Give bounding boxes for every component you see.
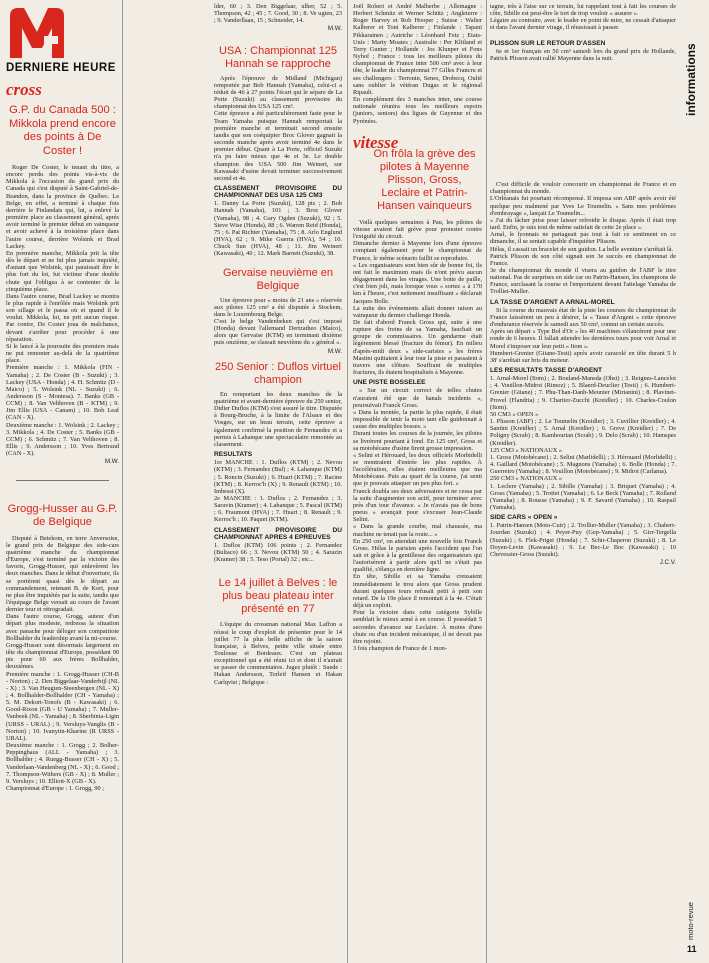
byline: M.W. — [327, 347, 342, 355]
byline: M.W. — [104, 458, 119, 466]
headline-grogg-husser: Grogg-Husser au G.P. de Belgique — [7, 502, 118, 528]
article-grogg-husser: Disputé à Betekom, en terre Anversoise, le grand prix de Belgique des side-cars quatrième manche du championnat d'Europe, s'est terminé par la victoire des favoris, Grogg-Husser, qui enlevèrent les deux manches. Dans le début d'ouverture, ils se portèrent quasi dès le départ au commandement, retenant B. de Kort, pour ne plus être inquiétés par la suite, tandis que l'équipage Belge versait au cours de l'avant dernier tour et rétrogradait. Dans l'autre course, Grogg, auteur d'un départ plus modeste, redressa la situation avec panache pour déloger son compatriote Bollhalder du leadership avant la mi-course. Grogg-Husser sont désormais largement en tête du championnat d'Europe, possédant 90 pts pour 60 aux frères Bollhalder, deuxièmes. Première manche : 1. Grogg-Husser (CH-B - Norton) ; 2. Den Biggelaar-Vanderbijl (NL - X) ; 3. Van Heugten-Steenbergen (NL - X) ; 4. Bollhalder-Bollhalder (CH - Yamaha) ; 5. M. Dekort-Tonofs (B - Kawasaki) ; 6. Good-Rixon (GB - U Yamaha) ; 7. Muller-Vanbeek (NL - Yamaha) ; 8. Sherbinia-Ligin (URSS - URAL) ; 9. Versluys-Vanglis (B - Norton) ; 10. Ivanytin-Kharine (R URSS - URAL). Deuxième manche : 1. Grogg ; 2. Bolher-Peppinghaus (ALL - Yamaha) ; 3. Bollhalder ; 4. Ruegg-Busser (CH - X) ; 5. Vanderlaan-Vandenberg (NL - X) ; 6. Good ; 7. Thompson-Withers (GB - X) ; 8. Muller ; 9. Versluys ; 10. Elliott-X (GB - X). Championnat d'Europe : 1. Grogg, 90 ; — [6, 534, 119, 793]
subheading: CLASSEMENT PROVISOIRE DU CHAMPIONNAT APRES 4 EPREUVES — [214, 526, 342, 541]
column-1 — [6, 104, 119, 956]
subheading: LA TASSE D'ARGENT A ARNAL-MOREL — [490, 298, 615, 306]
headline-mayenne: On frôla la grève des pilotes à Mayenne Plisson, Gross, Leclaire et Patrin-Hansen vainqueurs — [373, 147, 476, 212]
results-side-cars: 1. Patrin-Hansen (Moto-Cuir) ; 2. Trollier-Muller (Yamaha) ; 3. Chabert-Jourdan (Suzuki) ; 4. Peyer-Puy (Gep-Yamaha) ; 5. Girr-Tergella (Suzuki) ; 6. Flek-Priget (Honda) ; 7. Schir-Chaperon (Suzuki) ; 8. Le Doyen-Levin (Kawasaki) ; 9. Le Bec-Le Boc (Kawasaki) ; 10 Chevessier-Gross (Suzuki). — [490, 522, 676, 558]
results-250-senior: 1re MANCHE : 1. Duflos (KTM) ; 2. Nevou (KTM) ; 3. Fernandez (Bul) ; 4. Lahanque (KTM) ; 5. Roncin (Suzuki) ; 6. Huart (KTM) ; 7. Racine (KTM) ; 8. Kerroc'h (X) ; 9. Renault (KTM) ; 10. Imbessi (X). 2e MANCHE : 1. Duflos ; 2. Fernandez ; 3. Saravin (Kramer) ; 4. Lahanque ; 5. Pascal (KTM) ; 6. Fraumont (HVA) ; 7. Huart ; 8. Renault ; 9. Kerroc'h ; 10. Paquet (KTM). — [214, 459, 342, 524]
byline: M.W. — [327, 25, 342, 33]
column-rule — [347, 0, 348, 963]
column-4 — [490, 0, 676, 956]
column-3 — [353, 0, 482, 956]
byline: J.C.V. — [659, 559, 676, 567]
continued-results: lder, 60 ; 3. Den Biggelaar, ulher, 52 ; 5. Thompson, 42 ; 45 ; 7. Good, 30 ; 8. Ve ugten, 23 ; 9. Vanderllaan, 15 ; Schneider, 14. — [214, 3, 342, 25]
subheading: CLASSEMENT PROVISOIRE DU CHAMPIONNAT DES USA 125 CM3 — [214, 184, 342, 200]
article-tasse-argent: Si la course du mauvais état de la piste les courses du championnat de France laissèrent un peu à désirer, la « Tasse d'Argent » cette épreuve d'endurance réservée le samedi aux 50 cm³, connut un certain succès. Après un départ « Type Bol d'Or » les 40 machines s'élancèrent pour une ronde de 6 heures. Il fallait attendre les dernières tours pour voir Arnal et Morel s'imposer sur leur petit « Itom ». Humbert-Grenier (Gitane-Testi) après avoir caracolé en tête durant 5 h 38' s'arrêtait sur bris du moteur. — [490, 306, 676, 364]
footer-brand: moto-revue — [686, 902, 695, 940]
subheading: LES RESULTATS TASSE D'ARGENT — [490, 367, 603, 374]
subheading: RESULTATS — [214, 451, 253, 459]
article-mayenne-continued: « Sur un circuit correct de telles chutes n'auraient été que de banals incidents », poursuivait Franck Gross. « Dans la montée, la partie la plus rapide, il était impossible de tenir la moto tant elle guidonnait à cause des multiples bosses. » Durant toutes les courses de la journée, les pilotes se livrèrent pourtant à fond. En 125 cm³, Gross et sa motobécane d'usine firent grosse impression. « Selini et Hérouard, les deux officiels Morbidelli se montraient d'entrée les plus rapides. À l'accélération, elles étaient meilleures que ma Motobécane. Puis au quart de la course, j'ai senti que je pouvais attaquer un peu plus fort. » Franck doubla ses deux adversaires et ne cessa par la suite d'augmenter son actif, pour terminer avec près d'un tour d'avance. « Je n'avais pas de bons pneus » avançait pour s'excuser Jean-Claude Selini. « Dans la grande courbe, mal chaussée, ma machine ne tenait pas la route... » En 250 cm³, on attendait une nouvelle fois Franck Gross. Hélas le parisien après l'accident que l'on sait et grâce à la gentillesse des organisateurs qui l'autorisèrent à partir alors qu'il ne s'était pas qualifié, s'élança en dernière ligne. En tête, Sibille et sa Yamaha creusaient immédiatement le trou alors que Gross prudent durant quelques tours refusait petit à petit son retard. De la 19e place il remontait à la 4e. C'était déjà un exploit. Pour la victoire dans cette catégorie Sybille semblait le mieux armé à en course. Il possédait 5 secondes d'avance sur Leclaire. À moins d'une chute ou d'un incident mécanique, il ne devait pas être rejoint. 3 fois champion de France de 1 mon- — [353, 387, 482, 653]
section-vitesse: vitesse — [353, 132, 399, 152]
headline-belves: Le 14 juillet à Belves : le plus beau plateau inter présenté en 77 — [218, 577, 338, 616]
subheading: PLISSON SUR LE RETOUR D'ASSEN — [490, 39, 606, 47]
headline-gervaise: Gervaise neuvième en Belgique — [222, 266, 334, 292]
column-rule — [122, 0, 123, 963]
divider — [16, 480, 109, 481]
page-number: 11 — [687, 944, 697, 954]
article-250-senior: En remportant les deux manches de la quatrième et avant-dernière épreuve du 250 senior, Didier Duflos (KTM) s'est assuré le titre. Disputée à Bourg-Bruche, à la limite de l'Alsace et des Vosges, sur un beau terrain, cette épreuve a également confirmé la position de Fernandez et a permis à Lahanque une spectaculaire remontée au classement. — [214, 390, 342, 448]
subheading: SIDE CARS « OPEN » — [490, 514, 558, 522]
article-plisson: 6e et 1er français en 50 cm³ samedi lors du grand prix de Hollande, Patrick Plisson avait rallié Mayenne dans la nuit. — [490, 47, 676, 62]
article-plisson-continued: C'est difficile de vouloir concourir en championnat de France et en championnat du monde. L'Orléanais fut pourtant récompensé. Il imposa son ABF après avoir été quelque peu malmené par Yves Le Toumelin. « Sans mes problèmes d'embrayage », lançait Le Toumelin... « J'ai du lâcher prise pour laisser refroidir le disque. Après il était trop tard. Enfin, je suis tout de même satisfait de cette 2e place ». Arnal, le lyonnais ne partageait pas tout à fait ce sentiment en ce dimanche, il se sentait capable d'inquiéter Plisson. Hélas, il cassait un bracelet de son guidon. La belle aventure s'arrêtait là. Patrick Plisson de son côté signait son 3e succès en championnat de France. 3e du championnat du monde il visera au guidon de l'ABF le titre national. Pas de surprises en side car ou Patrin-Hansen, les champions de France, surclasant la course et l'emportaient devant l'attelage Yamaha de Trolliet-Muller. — [490, 181, 676, 296]
moto-revue-logo — [8, 6, 66, 60]
column-rule — [486, 0, 487, 963]
headline-250-senior: 250 Senior : Duflos virtuel champion — [215, 360, 341, 386]
section-cross: cross — [6, 80, 42, 99]
standings-250-senior: 1. Duflos (KTM) 106 points ; 2. Fernandez (Bultaco) 66 ; 3. Nevou (KTM) 50 ; 4. Sarazin (Kramer) 38 ; 5. Teso (Portal) 32 ; etc... — [214, 541, 342, 564]
article-canada-gp: Roger De Coster, le tenant du titre, a encore perdu des points vis-à-vis de Mikkola à l'occasion du grand prix du Canada qui s'est disputé à Saint-Gabriel-de-Brandon, dans la province de Québec. Le Belge, en effet, a terminé à chaque fois derrière le Finlandais qui, lui, a enlevé la première place au classement général, après avoir terminé le premier début en vainqueur et avoir achevé à la troisième place dans l'autre course, derrière Wolsink et Brad Lackey. En première manche, Mikkola prit la tête dès le départ et ne fut plus jamais inquiété, d'autant que Wolsink, qui paraissait être le plus fort du lot, fut victime d'une double chute qui l'obligea à se contenter de la cinquième place. Dans l'autre course, Brad Lackey se montra le plus rapide à l'enrôlée mais Wolsink prit son sillage et le passa où et quand il le voulut. Mikkola, lui, ne prit aucun risque. Par contre, De Coster joua de malchance, devant s'arrêter pour procéder à une réparation. Si le lancé à la poursuite des premiers mais ne put remonter au-delà de la quatrième place. Première manche : 1. Mikkola (FIN - Yamaha) ; 2. De Coster (B - Suzuki) ; 3. Lackey (USA - Honda) ; 4. H. Schmitz (D - Maico) ; 5. Wolsink (NL - Suzuki) ; 6. Andersson (S - Montesa). 7. Banks (GB - CCM) ; 8. Van Velthoven (B - KTM) ; 9. Jim Ellis (USA - Canam) ; 10. Bob Leaf (CAN - X). Deuxième manche : 1. Wolsink ; 2. Lackey ; 3. Mikkola ; 4. De Coster ; 5. Banks (GB - CCM) ; 6. Schmitz ; 7. Van Velthoven ; 8. Ellis ; 9. Andersson ; 10. Yves Bertrand (CAN - X). — [6, 164, 119, 458]
banner-last-news: DERNIERE HEURE — [6, 62, 116, 74]
side-label-informations: informations — [684, 43, 698, 116]
results-mayenne: 1. Arnal-Morel (Itom) ; 2. Bouland-Mansda (Ohsi) ; 3. Reignes-Lancelot ; 4. Vouillon-Midrot (Rimoz) ; 5. Blaerd-Deuclier (Testi) ; 6. Humbert-Grenier (Gitane) ; 7. Phu-Than-Danh-Meunier (Mirianini) ; 8. Plavinet-Provel (Flandria) ; 9. Chartier-Zucchi (Kreidler) ; 10. Charles-Coulon (Itom). 50 CM3 « OPEN » 1. Plisson (ABF) ; 2. Le Toumelin (Kreidler) ; 3. Cuvillier (Kreidler) ; 4. Santini (Kreidler) ; 5. Arnal (Kreidler) ; 6. Grevz (Kreidler) ; 7. De Poligny (Scrab) ; 8. Kamhourian (Scrab) ; 9. Delo (Scrab) ; 10. Hamspes (Kreidler). 125 CM3 « NATIONAUX » 1. Gross (Motobécane) ; 2. Selini (Marlidelli) ; 3. Hérouard (Morlidelli) ; 4. Gaillard (Motobécane) ; 5. Magnons (Yamaha) ; 6. Bolle (Honda) ; 7. Guerreiro (Yamaha) ; 8. Vouillon (Motobécane) ; 9. Midrot (Carlama). 250 CM3 « NATIONAUX » 1. Leclere (Yamaha) ; 2. Sibille (Yamaha) ; 3. Briquet (Yamaha) ; 4. Gross (Yamaha) ; 5. Trottet (Yamaha) ; 6. Le Beck (Yamaha) ; 7. Rolland (Yamaha) ; 8. Rousse (Yamaha) ; 9. F. Savard (Yamaha) ; 10. Raspail (Yamaha). — [490, 375, 676, 511]
headline-canada-gp: G.P. du Canada 500 : Mikkola prend encore des points à De Coster ! — [9, 104, 116, 157]
subheading: UNE PISTE BOSSELEE — [353, 379, 426, 387]
photo-placeholder — [490, 63, 676, 181]
column-2 — [214, 0, 342, 956]
article-mayenne: Voilà quelques semaines à Pau, les pilotes de vitesse avaient fait grève pour protester contre l'exiguïté du circuit. Dimanche dernier à Mayenne lors d'une épreuve comptant également pour le championnat de France, le même scénario faillit se reproduire. « Les organisateurs sont bien sûr de bonne foi, ils ont fait le maximum mais ils n'ont prévu aucun dégagement dans les virages. Une botte de paille, c'est bien joli, mais lorsque vous « sortez » à 170 km à l'heure, c'est nettement insuffisant » déclarait Jacques Bolle. La suite des événements allait donner raison au vainqueur du dernier challenge Honda. De fait d'abord Franck Gross qui, suite à une rupture des freins de sa Yamaha, fauchait un groupe de commissaires. Un gendarme était légèrement blessé (fracture du fémur). En milieu d'après-midi deux « side-caristes » les frères Mastini quittaient à leur tour la piste et passaient à travers une clôture. Souffrant de multiples fractures, ils étaient hospitalisés à Mayenne. — [353, 218, 482, 377]
headline-usa-championship: USA : Championnat 125 Hannah se rapproche — [218, 44, 338, 70]
article-belves: L'équipe du crossman national Max Laffon a réussi le coup d'exploit de présenter pour le 14 juillet 77 la plus belle affiche de la saison française, à Belves, petite ville située entre Toulouse et Bordeaux. C'est un plateau exceptionnel qui a été réuni ici et dont il n'aurait se passer de commentaires. Jugez plutôt : Suede : Hakan Andersson, Torleif Hansen et Hakan Carlqvist ; Belgique : — [214, 621, 342, 686]
continued-mayenne: tagne, très à l'aise sur ce terrain, lui rappelant tout à fait les courses de côte, Sibille est peut-être le tort de trop vouloir « assurer ». Légaire au contraire, avec le leader en point de mire, ne cessait d'attaquer et dans l'avant dernier virage, il réussissait à passer. — [490, 3, 676, 32]
continued-belves: Joël Robert et André Malherbe ; Allemagne : Herbert Schmitz et Werner Schütz ; Angleterre : Roger Harvey et Rob Hooper ; Suisse : Walter Kalberer et Toni Kalberer ; Finlande : Tapani Pikkarainen ; Autriche : Léonhard Fetz ; Etats-Unis : Marty Moates ; Australie : Per Klitland et Terry Gunter ; Hollande : Jos Klunper et Fons Nyhof ; France : tous les meilleurs pilotes du championnat de France inter 500 cm³ avec à leur tête, le leader du championnat 77 Gilles Francru et ses challengers : Terronin, Senes, Drobecq, Oulié sans oublier le vétéran Dugas et le régional Ripault. En complément des 3 manches inter, une course nationale réunira tous les meilleurs espoirs (juniors, seniors) des ligues de Guyenne et des Pyrénées. — [353, 3, 482, 125]
article-usa-championship: Après l'épreuve de Midland (Michigan) remportée par Bob Hannah (Yamaha), celui-ci a réduit de 46 à 27 points l'écart qui le sépare de La Porte (Suzuki) au classement provisoire du championnat des USA 125 cm³. Cette épreuve a été particulièrement faste pour le Team Yamaha puisque Hannah remportait la première manche et terminait second ensuite tandis que son coéquipier Broc Glover gagnait la seconde manche après avoir terminé 4e dans le premier début. Quant à La Porte, officiel Suzuki n'a pu faire mieux que 4e et 3e. Le double champion des USA 500 Jim Weinert, sur Kawasaki d'usine devait terminer successivement second et 4e. — [214, 74, 342, 182]
article-gervaise: Une épreuve pour « moins de 21 ans » réservée aux pilotes 125 cm³ a été disputée à Stockem, dans le Luxembourg Belge. C'est le belge Vandenbeken qui s'est imposé (Honda) devant l'allemand Dertzatheo (Maico), alors que Gervaise (KTM) en terminant dixième puis onzième, se classait neuvième du « général ». — [214, 296, 342, 347]
standings-usa: 1. Danny La Porte (Suzuki), 128 pts ; 2. Bob Hannah (Yamaha), 101 ; 3. Broc Glover (Yamaha), 98 ; 4. Gary Ogden (Suzuki), 92 ; 5. Steve Wise (Honda), 88 ; 6. Warren Reid (Honda), 75 ; 6. Pat Richter (Yamaha), 75 ; 8. Arlo Englund (HVA), 62 ; 9. Mike Guerra (HVA), 54 ; 10. Chuck Sun (HVA), 48 ; 11. Jim Weinert (Kawasaki), 40 ; 12. Mark Barnett (Suzuki), 38. — [214, 200, 342, 258]
